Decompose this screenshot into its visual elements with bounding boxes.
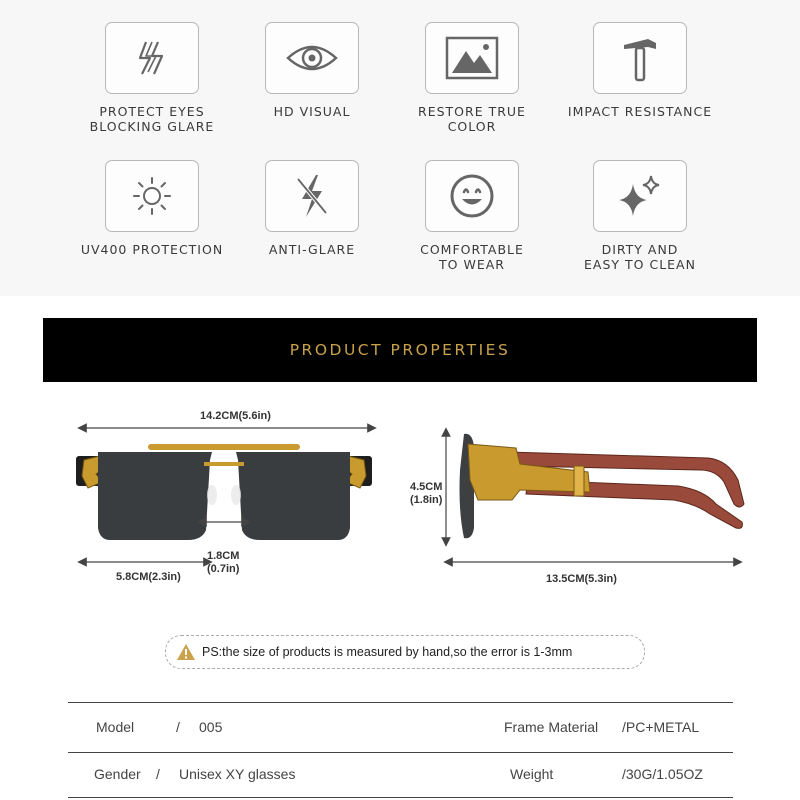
feature-icon-box	[425, 22, 519, 94]
spec-label: Frame Material	[504, 719, 599, 735]
feature-icon-box	[265, 160, 359, 232]
spec-label: Model	[96, 719, 135, 735]
smiley-icon	[448, 172, 496, 220]
spec-divider	[68, 702, 733, 703]
spec-value: Unisex XY glasses	[179, 766, 296, 782]
feature-anti-glare	[232, 160, 392, 257]
feature-true-color	[392, 22, 552, 134]
spec-value: /PC+METAL	[622, 719, 700, 735]
warning-icon	[176, 642, 196, 662]
spec-value: /30G/1.05OZ	[622, 766, 703, 782]
feature-label: COMFORTABLE	[420, 242, 524, 257]
height-inch-label: (1.8in)	[410, 494, 443, 506]
feature-impact	[560, 22, 720, 119]
lens-width-label: 5.8CM(2.3in)	[116, 571, 181, 583]
bridge-width-label: 1.8CM	[207, 550, 240, 562]
spec-value: 005	[199, 719, 223, 735]
feature-icon-box	[425, 160, 519, 232]
nose-pad	[231, 485, 241, 505]
sun-icon	[130, 174, 174, 218]
spec-divider	[68, 797, 733, 798]
glasses-side-diagram	[438, 420, 758, 580]
feature-label: IMPACT RESISTANCE	[567, 104, 713, 119]
spec-label: Weight	[510, 766, 554, 782]
left-lens	[98, 452, 212, 540]
mountain-image-icon	[444, 35, 500, 81]
lightning-icon	[130, 36, 174, 80]
bridge-width-inch-label: (0.7in)	[207, 563, 240, 575]
feature-protect-eyes	[72, 22, 232, 134]
side-gold-band	[574, 466, 584, 496]
feature-hd-visual	[232, 22, 392, 119]
feature-easy-clean	[560, 160, 720, 272]
feature-icon-box	[265, 22, 359, 94]
feature-icon-box	[105, 22, 199, 94]
product-properties-banner	[43, 318, 757, 382]
nose-pad	[207, 485, 217, 505]
feature-grid	[0, 0, 800, 296]
feature-label: ANTI-GLARE	[268, 242, 356, 257]
total-width-label: 14.2CM(5.6in)	[200, 410, 271, 422]
feature-icon-box	[593, 160, 687, 232]
banner-title: PRODUCT PROPERTIES	[289, 341, 511, 359]
feature-uv400	[72, 160, 232, 257]
feature-label: UV400 PROTECTION	[80, 242, 224, 257]
no-lightning-icon	[290, 171, 334, 221]
temple-length-label: 13.5CM(5.3in)	[546, 573, 617, 585]
feature-icon-box	[105, 160, 199, 232]
feature-label: TO WEAR	[439, 257, 505, 272]
sparkle-icon	[615, 172, 665, 220]
hammer-icon	[618, 33, 662, 83]
feature-label: BLOCKING GLARE	[89, 119, 215, 134]
feature-label: DIRTY AND	[601, 242, 679, 257]
height-label: 4.5CM	[410, 481, 443, 493]
feature-icon-box	[593, 22, 687, 94]
feature-label: HD VISUAL	[273, 104, 351, 119]
feature-label: EASY TO CLEAN	[584, 257, 696, 272]
feature-label: PROTECT EYES	[99, 104, 205, 119]
feature-label: RESTORE TRUE COLOR	[418, 104, 526, 134]
right-lens	[236, 452, 350, 540]
spec-divider	[68, 752, 733, 753]
spec-row	[68, 707, 733, 747]
measurement-note	[165, 635, 645, 669]
spec-separator: /	[156, 766, 160, 782]
spec-label: Gender	[94, 766, 141, 782]
bridge-bar	[204, 462, 244, 466]
spec-separator: /	[176, 719, 180, 735]
top-brow-bar	[148, 444, 300, 450]
eye-icon	[284, 38, 340, 78]
feature-comfortable	[392, 160, 552, 272]
note-text: PS:the size of products is measured by hand,so the error is 1-3mm	[202, 645, 573, 659]
spec-row	[68, 754, 733, 794]
